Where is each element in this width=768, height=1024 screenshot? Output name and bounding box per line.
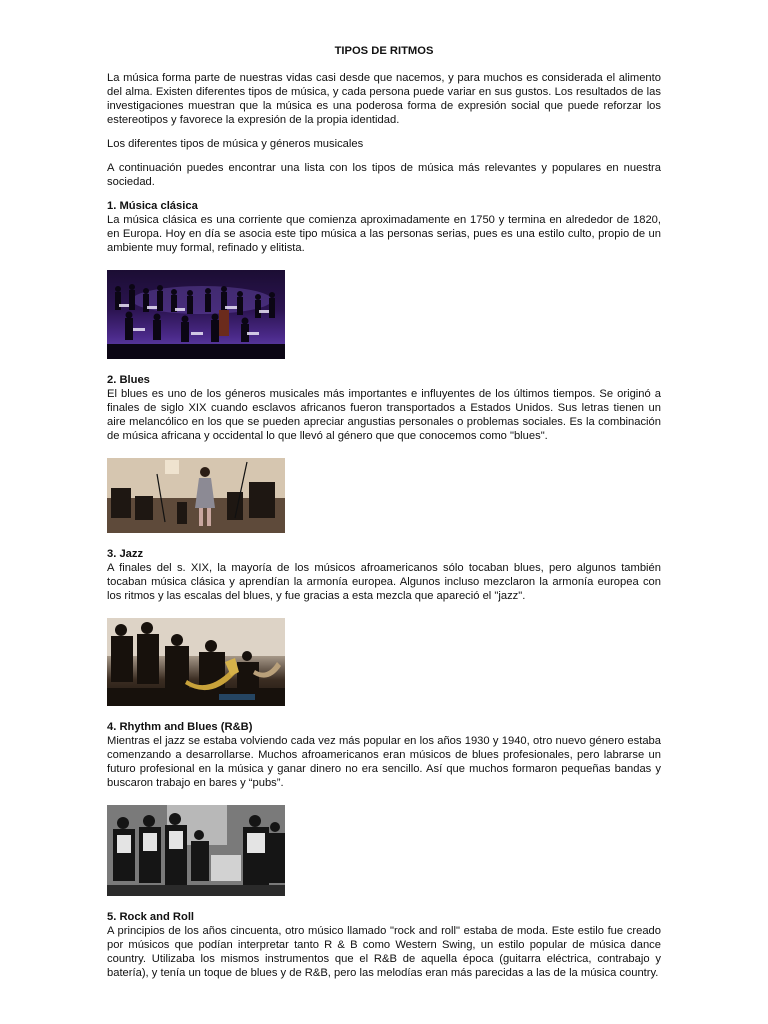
section-body: Mientras el jazz se estaba volviendo cada vez más popular en los años 1930 y 1940, otro nuevo género estaba comenzando a desarrollarse. Muchos afroamericanos eran músicos de blues profesionales, pero labrarse un futuro profesional en la música y ganar dinero no era sencillo. Así que muchos formaron pequeñas bandas y buscaron trabajo en bares y “pubs”. — [107, 735, 661, 789]
blues-illustration — [107, 458, 285, 533]
jazz-illustration — [107, 618, 285, 706]
section-jazz — [107, 547, 661, 706]
section-heading: 4. Rhythm and Blues (R&B) — [107, 721, 253, 733]
section-classical — [107, 199, 661, 359]
section-rock-and-roll — [107, 910, 661, 980]
section-body: A finales del s. XIX, la mayoría de los músicos afroamericanos sólo tocaban blues, pero algunos también tocaban música clásica y aprendían la armonía europea. Algunos incluso mezclaron la armonía europea con los ritmos y las escalas del blues, y fue gracias a esta mezcla que apareció el "jazz". — [107, 562, 661, 602]
section-blues — [107, 373, 661, 533]
jazz-band-photo — [107, 618, 285, 706]
orchestra-illustration — [107, 270, 285, 359]
section-heading: 3. Jazz — [107, 548, 144, 560]
rnb-band-photo — [107, 805, 285, 896]
section-body: A principios de los años cincuenta, otro músico llamado "rock and roll" estaba de moda. Este estilo fue creado por músicos que podían interpretar tanto R & B como Western Swing, un estilo popular de música dance country. Utilizaba los mismos instrumentos que el R&B de aquella época (guitarra eléctrica, contrabajo y batería), y tenía un toque de blues y de R&B, pero las melodías eran más parecidas a las de la música country. — [107, 925, 661, 979]
classical-orchestra-photo — [107, 270, 285, 359]
section-heading: 5. Rock and Roll — [107, 911, 195, 923]
rnb-illustration — [107, 805, 285, 896]
section-body: El blues es uno de los géneros musicales más importantes e influyentes de los últimos tiempos. Se originó a finales de siglo XIX cuando esclavos africanos fueron transportados a Estados Unidos. Sus letras tienen un aire melancólico en los que se pueden apreciar angustias personales o problemas sociales. Es la combinación de música africana y occidental lo que llevó al género que que conocemos como "blues". — [107, 388, 661, 442]
document-page — [107, 44, 661, 980]
intro-paragraph: La música forma parte de nuestras vidas casi desde que nacemos, y para muchos es considerada el alimento del alma. Existen diferentes tipos de música, y cada persona puede variar en sus gustos. Los resultados de las investigaciones muestran que la música es una poderosa forma de expresión social que puede reforzar los estereotipos y favorece la expresión de la propia identidad. — [107, 72, 661, 126]
section-rnb — [107, 720, 661, 896]
section-heading: 1. Música clásica — [107, 200, 198, 212]
lead-paragraph: A continuación puedes encontrar una lista con los tipos de música más relevantes y populares en nuestra sociedad. — [107, 162, 661, 188]
section-heading: 2. Blues — [107, 374, 150, 386]
blues-band-photo — [107, 458, 285, 533]
section-body: La música clásica es una corriente que comienza aproximadamente en 1750 y termina en alrededor de 1820, en Europa. Hoy en día se asocia este tipo música a las personas serias, pues es una estilo culto, propio de un ambiente muy formal, refinado y elitista. — [107, 214, 661, 254]
subtitle-paragraph: Los diferentes tipos de música y géneros musicales — [107, 138, 364, 150]
document-title: TIPOS DE RITMOS — [334, 45, 434, 57]
